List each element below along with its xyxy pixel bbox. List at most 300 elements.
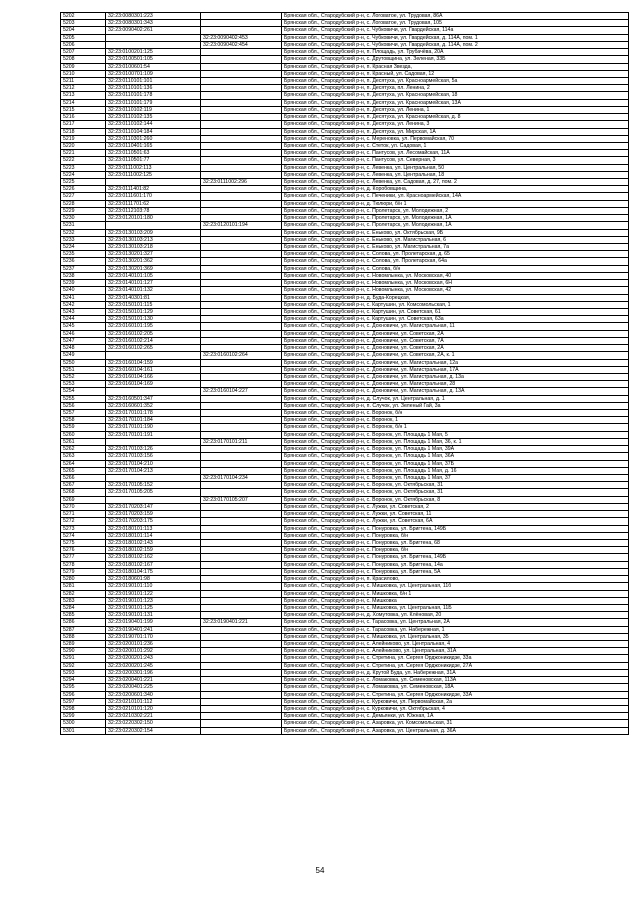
registry-table-body xyxy=(61,13,629,735)
table-row xyxy=(61,677,629,684)
premises-number-cell xyxy=(201,691,282,698)
row-number-cell: 5252 xyxy=(61,373,106,380)
address-cell: Брянская обл., Стародубский р-н, с. Стеток, ул. Садовая, 1 xyxy=(282,142,629,149)
premises-number-cell xyxy=(201,186,282,193)
cadastral-number-cell: 32:23:0170101:190 xyxy=(106,424,201,431)
address-cell: Брянская обл., Стародубский р-н, с. Новомлынка, ул. Московская, 6Н xyxy=(282,280,629,287)
address-cell: Брянская обл., Стародубский р-н, с. Воронок, ул. Площадь 1 Мая, 5 xyxy=(282,431,629,438)
table-row xyxy=(61,34,629,41)
row-number-cell: 5235 xyxy=(61,251,106,258)
premises-number-cell xyxy=(201,92,282,99)
table-row xyxy=(61,179,629,186)
cadastral-number-cell: 32:23:0200201:245 xyxy=(106,662,201,669)
address-cell: Брянская обл., Стародубский р-н, с. Левенка, ул. Садовая, д. 27, пом. 2 xyxy=(282,179,629,186)
address-cell: Брянская обл., Стародубский р-н, с. Логоватое, ул. Трудовая, 86А xyxy=(282,13,629,20)
row-number-cell: 5208 xyxy=(61,56,106,63)
cadastral-number-cell: 32:23:0120101:180 xyxy=(106,215,201,222)
cadastral-number-cell: 32:23:0170203:175 xyxy=(106,518,201,525)
premises-number-cell xyxy=(201,20,282,27)
cadastral-number-cell: 32:23:0110501:63 xyxy=(106,150,201,157)
address-cell: Брянская обл., Стародубский р-н, с. Мишковка xyxy=(282,597,629,604)
table-row xyxy=(61,691,629,698)
premises-number-cell xyxy=(201,460,282,467)
address-cell: Брянская обл., Стародубский р-н, п. Десятуха, ул. Ленина, 3 xyxy=(282,121,629,128)
premises-number-cell xyxy=(201,63,282,70)
premises-number-cell xyxy=(201,135,282,142)
address-cell: Брянская обл., Стародубский р-н, с. Дохновичи, ул. Магистральная, 28 xyxy=(282,381,629,388)
row-number-cell: 5282 xyxy=(61,590,106,597)
table-row xyxy=(61,475,629,482)
premises-number-cell xyxy=(201,518,282,525)
premises-number-cell xyxy=(201,554,282,561)
premises-number-cell xyxy=(201,648,282,655)
address-cell: Брянская обл., Стародубский р-н, с. Воронок, ул. Октябрьская, 31 xyxy=(282,482,629,489)
premises-number-cell xyxy=(201,207,282,214)
row-number-cell: 5204 xyxy=(61,27,106,34)
premises-number-cell xyxy=(201,482,282,489)
row-number-cell: 5239 xyxy=(61,280,106,287)
address-cell: Брянская обл., Стародубский р-н, с. Дохновичи, ул. Магистральная, 17А xyxy=(282,366,629,373)
table-row xyxy=(61,207,629,214)
table-row xyxy=(61,114,629,121)
table-row xyxy=(61,215,629,222)
table-row xyxy=(61,539,629,546)
cadastral-number-cell: 32:23:0180101:114 xyxy=(106,532,201,539)
address-cell: Брянская обл., Стародубский р-н, с. Еньково, ул. Магистральная, 6 xyxy=(282,236,629,243)
row-number-cell: 5272 xyxy=(61,518,106,525)
cadastral-number-cell: 32:23:0160104:161 xyxy=(106,366,201,373)
premises-number-cell xyxy=(201,626,282,633)
address-cell: Брянская обл., Стародубский р-н, п. Десятуха, ул. Красноармейская, 13А xyxy=(282,99,629,106)
table-row xyxy=(61,157,629,164)
table-row xyxy=(61,698,629,705)
table-row xyxy=(61,164,629,171)
premises-number-cell xyxy=(201,13,282,20)
row-number-cell: 5249 xyxy=(61,352,106,359)
address-cell: Брянская обл., Стародубский р-н, п. Красный, ул. Садовая, 12 xyxy=(282,70,629,77)
table-row xyxy=(61,106,629,113)
address-cell: Брянская обл., Стародубский р-н, с. Воронок, ул. Площадь 1 Мая, 36, к. 1 xyxy=(282,438,629,445)
address-cell: Брянская обл., Стародубский р-н, д. Тюлюри, б/н 1 xyxy=(282,200,629,207)
premises-number-cell xyxy=(201,229,282,236)
address-cell: Брянская обл., Стародубский р-н, с. Картушин, ул. Советская, 61 xyxy=(282,308,629,315)
address-cell: Брянская обл., Стародубский р-н, с. Алейниково, ул. Центральная, 31А xyxy=(282,648,629,655)
premises-number-cell xyxy=(201,402,282,409)
table-row xyxy=(61,272,629,279)
address-cell: Брянская обл., Стародубский р-н, с. Стретина, ул. Сергея Орджоникидзе, 27А xyxy=(282,662,629,669)
address-cell: Брянская обл., Стародубский р-н, с. Демьянки, ул. Южная, 1А xyxy=(282,713,629,720)
row-number-cell: 5273 xyxy=(61,525,106,532)
address-cell: Брянская обл., Стародубский р-н, с. Левенка, ул. Центральная, 18 xyxy=(282,171,629,178)
table-row xyxy=(61,229,629,236)
cadastral-number-cell: 32:23:0130201:327 xyxy=(106,251,201,258)
cadastral-number-cell: 32:23:0111701:62 xyxy=(106,200,201,207)
row-number-cell: 5283 xyxy=(61,597,106,604)
address-cell: Брянская обл., Стародубский р-н, с. Понуровка, ул. Бригтена, 68 xyxy=(282,539,629,546)
cadastral-number-cell: 32:23:0150101:115 xyxy=(106,301,201,308)
table-row xyxy=(61,301,629,308)
address-cell: Брянская обл., Стародубский р-н, с. Друтовщина, ул. Зеленая, 33Б xyxy=(282,56,629,63)
table-row xyxy=(61,121,629,128)
table-row xyxy=(61,554,629,561)
table-row xyxy=(61,323,629,330)
table-row xyxy=(61,547,629,554)
cadastral-number-cell: 32:23:0100201:125 xyxy=(106,49,201,56)
address-cell: Брянская обл., Стародубский р-н, с. Дохновичи, ул. Советская, 2А xyxy=(282,330,629,337)
table-row xyxy=(61,626,629,633)
row-number-cell: 5289 xyxy=(61,641,106,648)
table-row xyxy=(61,135,629,142)
cadastral-number-cell: 32:23:0110301:260 xyxy=(106,135,201,142)
table-row xyxy=(61,294,629,301)
row-number-cell: 5248 xyxy=(61,345,106,352)
table-row xyxy=(61,395,629,402)
premises-number-cell xyxy=(201,706,282,713)
premises-number-cell: 32:23:0120101:194 xyxy=(201,222,282,229)
address-cell: Брянская обл., Стародубский р-н, с. Дохновичи, ул. Советская, 2А xyxy=(282,345,629,352)
row-number-cell: 5296 xyxy=(61,691,106,698)
row-number-cell: 5211 xyxy=(61,77,106,84)
row-number-cell: 5291 xyxy=(61,655,106,662)
cadastral-number-cell: 32:23:0170105:152 xyxy=(106,482,201,489)
table-row xyxy=(61,641,629,648)
row-number-cell: 5210 xyxy=(61,70,106,77)
row-number-cell: 5279 xyxy=(61,568,106,575)
address-cell: Брянская обл., Стародубский р-н, с. Курковичи, ул. Октябрьская, 4 xyxy=(282,706,629,713)
premises-number-cell xyxy=(201,308,282,315)
table-row xyxy=(61,352,629,359)
table-row xyxy=(61,13,629,20)
table-row xyxy=(61,727,629,734)
premises-number-cell xyxy=(201,446,282,453)
address-cell: Брянская обл., Стародубский р-н, с. Ломаковка, ул. Семеновская, 113А xyxy=(282,677,629,684)
row-number-cell: 5259 xyxy=(61,424,106,431)
table-row xyxy=(61,489,629,496)
address-cell: Брянская обл., Стародубский р-н, с. Дохновичи, ул. Магистральная, 12а xyxy=(282,359,629,366)
address-cell: Брянская обл., Стародубский р-н, п. Площадь, ул. Трубачёва, 20А xyxy=(282,49,629,56)
row-number-cell: 5258 xyxy=(61,417,106,424)
row-number-cell: 5293 xyxy=(61,669,106,676)
address-cell: Брянская обл., Стародубский р-н, с. Тарасовка, ул. Центральная, 2А xyxy=(282,619,629,626)
table-row xyxy=(61,648,629,655)
table-row xyxy=(61,388,629,395)
table-row xyxy=(61,345,629,352)
cadastral-number-cell xyxy=(106,475,201,482)
address-cell: Брянская обл., Стародубский р-н, с. Еньково, ул. Октябрьская, 9Б xyxy=(282,229,629,236)
row-number-cell: 5219 xyxy=(61,135,106,142)
row-number-cell: 5241 xyxy=(61,294,106,301)
table-row xyxy=(61,655,629,662)
cadastral-number-cell: 32:23:0160104:166 xyxy=(106,373,201,380)
address-cell: Брянская обл., Стародубский р-н, с. Ломаковка, ул. Семеновская, 18А xyxy=(282,684,629,691)
table-row xyxy=(61,85,629,92)
table-row xyxy=(61,583,629,590)
table-row xyxy=(61,258,629,265)
address-cell: Брянская обл., Стародубский р-н, д. Хомутовка, ул. Клёновая, 20 xyxy=(282,612,629,619)
table-row xyxy=(61,92,629,99)
row-number-cell: 5203 xyxy=(61,20,106,27)
premises-number-cell xyxy=(201,244,282,251)
cadastral-number-cell: 32:23:0220302:150 xyxy=(106,720,201,727)
table-row xyxy=(61,576,629,583)
row-number-cell: 5215 xyxy=(61,106,106,113)
row-number-cell: 5221 xyxy=(61,150,106,157)
address-cell: Брянская обл., Стародубский р-н, п. Красилово, xyxy=(282,576,629,583)
table-row xyxy=(61,684,629,691)
address-cell: Брянская обл., Стародубский р-н, п. Десятуха, ул. Мирская, 1А xyxy=(282,128,629,135)
premises-number-cell xyxy=(201,373,282,380)
address-cell: Брянская обл., Стародубский р-н, с. Мереновка, ул. Первомайская, 70 xyxy=(282,135,629,142)
premises-number-cell xyxy=(201,590,282,597)
address-cell: Брянская обл., Стародубский р-н, д. Крутой Буда, ул. Набережная, 31А xyxy=(282,669,629,676)
premises-number-cell xyxy=(201,633,282,640)
row-number-cell: 5243 xyxy=(61,308,106,315)
cadastral-number-cell: 32:23:0200301:196 xyxy=(106,669,201,676)
premises-number-cell xyxy=(201,265,282,272)
cadastral-number-cell: 32:23:0110101:178 xyxy=(106,92,201,99)
table-row xyxy=(61,150,629,157)
row-number-cell: 5212 xyxy=(61,85,106,92)
premises-number-cell xyxy=(201,49,282,56)
premises-number-cell xyxy=(201,583,282,590)
table-row xyxy=(61,511,629,518)
address-cell: Брянская обл., Стародубский р-н, с. Дохновичи, ул. Советская, 2А, к. 1 xyxy=(282,352,629,359)
premises-number-cell xyxy=(201,532,282,539)
row-number-cell: 5277 xyxy=(61,554,106,561)
cadastral-number-cell: 32:23:0130201:362 xyxy=(106,258,201,265)
table-row xyxy=(61,431,629,438)
premises-number-cell xyxy=(201,251,282,258)
premises-number-cell xyxy=(201,467,282,474)
address-cell: Брянская обл., Стародубский р-н, с. Алейниково, ул. Центральная, 4 xyxy=(282,641,629,648)
address-cell: Брянская обл., Стародубский р-н, с. Дохновичи, ул. Магистральная, д. 13А xyxy=(282,388,629,395)
row-number-cell: 5262 xyxy=(61,446,106,453)
table-row xyxy=(61,41,629,48)
row-number-cell: 5299 xyxy=(61,713,106,720)
premises-number-cell xyxy=(201,641,282,648)
cadastral-number-cell: 32:23:0210101:120 xyxy=(106,706,201,713)
premises-number-cell: 32:23:0160102:264 xyxy=(201,352,282,359)
address-cell: Брянская обл., Стародубский р-н, п. Случок, ул. Зеленый Гай, 3а xyxy=(282,402,629,409)
address-cell: Брянская обл., Стародубский р-н, с. Пролетарск, ул. Молодежная, 1А xyxy=(282,222,629,229)
address-cell: Брянская обл., Стародубский р-н, с. Воронок, ул. Октябрьская, 31 xyxy=(282,489,629,496)
address-cell: Брянская обл., Стародубский р-н, с. Лужки, ул. Советская, 11 xyxy=(282,511,629,518)
table-row xyxy=(61,193,629,200)
row-number-cell: 5267 xyxy=(61,482,106,489)
cadastral-number-cell: 32:23:0110102:144 xyxy=(106,121,201,128)
cadastral-number-cell: 32:23:0160501:347 xyxy=(106,395,201,402)
premises-number-cell xyxy=(201,150,282,157)
row-number-cell: 5209 xyxy=(61,63,106,70)
address-cell: Брянская обл., Стародубский р-н, с. Новомлынка, ул. Московская, 42 xyxy=(282,287,629,294)
row-number-cell: 5230 xyxy=(61,215,106,222)
table-row xyxy=(61,373,629,380)
address-cell: Брянская обл., Стародубский р-н, с. Лужки, ул. Советская, 2 xyxy=(282,503,629,510)
address-cell: Брянская обл., Стародубский р-н, п. Десятуха, пл. Ленина, 2 xyxy=(282,85,629,92)
address-cell: Брянская обл., Стародубский р-н, с. Левенка, ул. Центральная, 50 xyxy=(282,164,629,171)
address-cell: Брянская обл., Стародубский р-н, с. Картушин, ул. Советская, 63а xyxy=(282,316,629,323)
cadastral-number-cell: 32:23:0160104:169 xyxy=(106,381,201,388)
row-number-cell: 5240 xyxy=(61,287,106,294)
cadastral-number-cell: 32:23:0110101:136 xyxy=(106,85,201,92)
cadastral-number-cell: 32:23:0080301:343 xyxy=(106,20,201,27)
row-number-cell: 5202 xyxy=(61,13,106,20)
cadastral-number-cell: 32:23:0180101:113 xyxy=(106,525,201,532)
address-cell: Брянская обл., Стародубский р-н, с. Понуровка, б/н xyxy=(282,532,629,539)
cadastral-number-cell: 32:23:0160101:195 xyxy=(106,323,201,330)
table-row xyxy=(61,460,629,467)
address-cell: Брянская обл., Стародубский р-н, с. Дохновичи, ул. Магистральная, д. 13а xyxy=(282,373,629,380)
row-number-cell: 5295 xyxy=(61,684,106,691)
row-number-cell: 5233 xyxy=(61,236,106,243)
cadastral-number-cell: 32:23:0170203:147 xyxy=(106,503,201,510)
cadastral-number-cell xyxy=(106,388,201,395)
premises-number-cell xyxy=(201,99,282,106)
premises-number-cell xyxy=(201,677,282,684)
table-row xyxy=(61,568,629,575)
address-cell: Брянская обл., Стародубский р-н, с. Чубковичи, ул. Гвардейская, д. 114А, пом. 2 xyxy=(282,41,629,48)
premises-number-cell xyxy=(201,272,282,279)
address-cell: Брянская обл., Стародубский р-н, с. Дохновичи, ул. Магистральная, 11 xyxy=(282,323,629,330)
premises-number-cell xyxy=(201,337,282,344)
table-row xyxy=(61,720,629,727)
table-row xyxy=(61,597,629,604)
table-row xyxy=(61,417,629,424)
cadastral-number-cell: 32:23:0140301:81 xyxy=(106,294,201,301)
table-row xyxy=(61,706,629,713)
cadastral-number-cell: 32:23:0200601:340 xyxy=(106,691,201,698)
table-row xyxy=(61,619,629,626)
page-number: 54 xyxy=(315,866,325,875)
table-row xyxy=(61,63,629,70)
row-number-cell: 5292 xyxy=(61,662,106,669)
premises-number-cell xyxy=(201,417,282,424)
premises-number-cell xyxy=(201,359,282,366)
row-number-cell: 5264 xyxy=(61,460,106,467)
premises-number-cell xyxy=(201,316,282,323)
address-cell: Брянская обл., Стародубский р-н, с. Пантусов, ул. Лесомайская, 11А xyxy=(282,150,629,157)
address-cell: Брянская обл., Стародубский р-н, с. Воронок, б/н 1 xyxy=(282,424,629,431)
cadastral-number-cell: 32:23:0200101:292 xyxy=(106,648,201,655)
premises-number-cell xyxy=(201,410,282,417)
premises-number-cell xyxy=(201,121,282,128)
table-row xyxy=(61,70,629,77)
premises-number-cell xyxy=(201,236,282,243)
premises-number-cell: 32:23:0160104:227 xyxy=(201,388,282,395)
row-number-cell: 5268 xyxy=(61,489,106,496)
row-number-cell: 5245 xyxy=(61,323,106,330)
premises-number-cell xyxy=(201,164,282,171)
cadastral-number-cell: 32:23:0170101:184 xyxy=(106,417,201,424)
premises-number-cell xyxy=(201,128,282,135)
premises-number-cell xyxy=(201,193,282,200)
premises-number-cell xyxy=(201,698,282,705)
row-number-cell: 5242 xyxy=(61,301,106,308)
table-row xyxy=(61,308,629,315)
cadastral-number-cell: 32:23:0080301:223 xyxy=(106,13,201,20)
premises-number-cell: 32:23:0111002:296 xyxy=(201,179,282,186)
cadastral-number-cell: 32:23:0160102:265 xyxy=(106,345,201,352)
cadastral-number-cell xyxy=(106,41,201,48)
row-number-cell: 5232 xyxy=(61,229,106,236)
premises-number-cell xyxy=(201,511,282,518)
cadastral-number-cell: 32:23:0190401:241 xyxy=(106,626,201,633)
premises-number-cell xyxy=(201,612,282,619)
row-number-cell: 5231 xyxy=(61,222,106,229)
premises-number-cell: 32:23:0170105:207 xyxy=(201,496,282,503)
row-number-cell: 5257 xyxy=(61,410,106,417)
cadastral-number-cell: 32:23:0130103:209 xyxy=(106,229,201,236)
cadastral-number-cell: 32:23:0100701:109 xyxy=(106,70,201,77)
row-number-cell: 5236 xyxy=(61,258,106,265)
address-cell: Брянская обл., Стародубский р-н, с. Понуровка, ул. Бригтена, 5А xyxy=(282,568,629,575)
row-number-cell: 5269 xyxy=(61,496,106,503)
address-cell: Брянская обл., Стародубский р-н, с. Понуровка, б/н xyxy=(282,547,629,554)
cadastral-number-cell xyxy=(106,179,201,186)
table-row xyxy=(61,142,629,149)
table-row xyxy=(61,438,629,445)
cadastral-number-cell: 32:23:0110102:135 xyxy=(106,114,201,121)
cadastral-number-cell: 32:23:0090402:261 xyxy=(106,27,201,34)
address-cell: Брянская обл., Стародубский р-н, п. Красная Звезда, xyxy=(282,63,629,70)
table-row xyxy=(61,330,629,337)
cadastral-number-cell: 32:23:0111002:113 xyxy=(106,164,201,171)
row-number-cell: 5286 xyxy=(61,619,106,626)
cadastral-number-cell: 32:23:0190101:131 xyxy=(106,612,201,619)
table-row xyxy=(61,236,629,243)
premises-number-cell xyxy=(201,114,282,121)
address-cell: Брянская обл., Стародубский р-н, д. Буда-Корецкая, xyxy=(282,294,629,301)
cadastral-number-cell: 32:23:0170101:191 xyxy=(106,431,201,438)
premises-number-cell xyxy=(201,684,282,691)
table-row xyxy=(61,27,629,34)
row-number-cell: 5218 xyxy=(61,128,106,135)
table-row xyxy=(61,56,629,63)
table-row xyxy=(61,366,629,373)
address-cell: Брянская обл., Стародубский р-н, с. Понуровка, ул. Бригтена, 14а xyxy=(282,561,629,568)
table-row xyxy=(61,633,629,640)
premises-number-cell xyxy=(201,366,282,373)
row-number-cell: 5290 xyxy=(61,648,106,655)
cadastral-number-cell: 32:23:0112103:78 xyxy=(106,207,201,214)
address-cell: Брянская обл., Стародубский р-н, с. Лужки, ул. Советская, 6А xyxy=(282,518,629,525)
address-cell: Брянская обл., Стародубский р-н, с. Солова, ул. Пролетарская, д. 65 xyxy=(282,251,629,258)
cadastral-number-cell: 32:23:0111002:125 xyxy=(106,171,201,178)
table-row xyxy=(61,222,629,229)
premises-number-cell xyxy=(201,489,282,496)
table-row xyxy=(61,128,629,135)
row-number-cell: 5284 xyxy=(61,604,106,611)
premises-number-cell xyxy=(201,727,282,734)
table-row xyxy=(61,590,629,597)
row-number-cell: 5300 xyxy=(61,720,106,727)
cadastral-number-cell: 32:23:0180102:159 xyxy=(106,547,201,554)
address-cell: Брянская обл., Стародубский р-н, с. Чубковичи, ул. Гвардейская, 114а xyxy=(282,27,629,34)
table-row xyxy=(61,359,629,366)
row-number-cell: 5216 xyxy=(61,114,106,121)
premises-number-cell xyxy=(201,157,282,164)
row-number-cell: 5294 xyxy=(61,677,106,684)
premises-number-cell xyxy=(201,171,282,178)
row-number-cell: 5278 xyxy=(61,561,106,568)
cadastral-number-cell: 32:23:0111601:170 xyxy=(106,193,201,200)
row-number-cell: 5237 xyxy=(61,265,106,272)
cadastral-number-cell: 32:23:0150101:129 xyxy=(106,308,201,315)
table-row xyxy=(61,518,629,525)
cadastral-number-cell: 32:23:0200201:243 xyxy=(106,655,201,662)
premises-number-cell xyxy=(201,604,282,611)
table-row xyxy=(61,604,629,611)
